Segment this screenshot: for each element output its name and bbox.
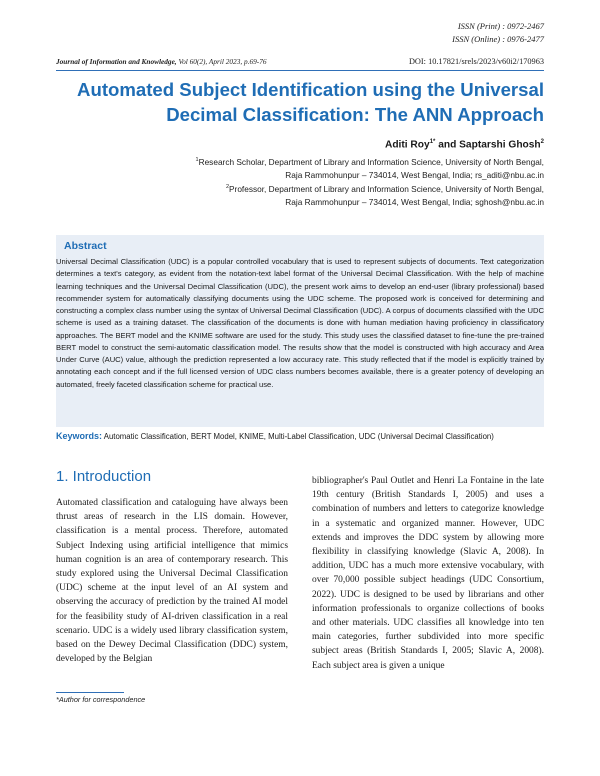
- author-conjunction: and: [435, 139, 460, 151]
- section-heading-introduction: 1. Introduction: [56, 468, 152, 485]
- body-column-right: bibliographer's Paul Outlet and Henri La Fontaine in the late 19th century (British Standards I, 2005) and uses a combination of numbers and letters to categorize knowledge in a systematic and organized manner. However, UDC extends and improves the DDC system by allowing more flexibility in classifying knowledge (Slavic A, 2008). In addition, UDC has a much more extensive vocabulary, with over 70,000 possible subject headings (UDC Consortium, 2022). UDC is designed to be used by librarians and other information professionals to organize collections of books and other materials. UDC classifies all knowledge into ten main categories, further subdivided into more specific subject areas (British Standards I, 2005; Slavic A, 2008). Each subject area is given a unique: [312, 476, 544, 671]
- author-2-mark: 2: [540, 139, 544, 145]
- author-1-mark: 1*: [429, 139, 436, 145]
- affiliation-2-line-1: [226, 181, 544, 196]
- author-2: Saptarshi Ghosh: [459, 139, 541, 151]
- abstract-text: Universal Decimal Classification (UDC) is a popular controlled vocabulary that is used to represent subjects of documents. Text categorization determines a text's category, as evident from the notation-text label format of the Universal Decimal Classification. With the help of machine learning techniques and the Universal Decimal Classification (UDC), the present work aims to develop an end-user (library professional) based recommender system for automatically classifying documents using the UDC scheme. The proposed work is conceived for determining and constructing a complex class number using the syntax of Universal Decimal Classification (UDC). A corpus of documents classified with the UDC scheme is used as a training dataset. The classification of the documents is done with human mediation having proficiency in classificatory approaches. The BERT model and the KNIME software are used for the study. This study uses the classified dataset to fine-tune the pre-trained BERT model to construct the semi-automatic classification model. The results show that the model is constructed with high accuracy and Area Under Curve (AUC) value, although the prediction represented a low accuracy rate. This study reflected that if the model is explicitly trained by annotating each concept and if the full licensed version of UDC class numbers becomes available, there is a greater potency of developing an automated, freely faceted classification scheme for practical use.: [56, 257, 544, 389]
- journal-issue: Vol 60(2), April 2023, p.69-76: [176, 57, 267, 66]
- doi[interactable]: DOI: 10.17821/srels/2023/v60i2/170963: [408, 57, 544, 66]
- issn-online: ISSN (Online) : 0976-2477: [452, 34, 544, 44]
- affiliation-1-line-1: [196, 154, 544, 169]
- keywords-label: Keywords:: [56, 431, 103, 441]
- abstract-heading: Abstract: [64, 240, 107, 252]
- affiliation-1-mark: 1: [195, 157, 199, 163]
- affiliation-2-text: Professor, Department of Library and Information Science, University of North Bengal,: [229, 183, 544, 194]
- affiliation-2: [226, 181, 544, 210]
- affiliation-2-line-2: Raja Rammohunpur – 734014, West Bengal, India; sghosh@nbu.ac.in: [285, 197, 544, 208]
- affiliation-1: [196, 154, 544, 183]
- journal-citation: [56, 57, 267, 66]
- keywords: [56, 430, 544, 443]
- affiliation-2-mark: 2: [225, 184, 230, 190]
- affiliation-1-line-2: Raja Rammohunpur – 734014, West Bengal, India; rs_aditi@nbu.ac.in: [285, 170, 544, 181]
- author-1: Aditi Roy: [384, 139, 430, 151]
- keywords-text: Automatic Classification, BERT Model, KNIME, Multi-Label Classification, UDC (Universal Decimal Classification): [102, 432, 494, 441]
- header-divider: [56, 70, 544, 71]
- affiliation-1-text: Research Scholar, Department of Library and Information Science, University of North Bengal,: [198, 156, 544, 167]
- footnote-correspondence: *Author for correspondence: [56, 695, 146, 704]
- paper-title-line-2: Decimal Classification: The ANN Approach: [166, 104, 544, 125]
- author-list: [385, 139, 544, 150]
- journal-name: Journal of Information and Knowledge,: [56, 57, 177, 66]
- issn-print: ISSN (Print) : 0972-2467: [457, 21, 544, 31]
- footnote-divider: [56, 692, 124, 693]
- paper-title-line-1: Automated Subject Identification using the Universal: [77, 79, 544, 100]
- body-column-left: Automated classification and cataloguing have always been thrust areas of research in the LIS domain. However, classification is a mental process. Therefore, automated Subject Indexing using artificial intelligence that mimics human cognition is an area of contemporary research. This study explored using the Universal Decimal Classification (UDC) scheme at the input level of an AI system and observing the accuracy of prediction by the trained AI model for the feasibility study of AI-driven classification in a real scenario. UDC is a widely used library classification system, based on the Dewey Decimal Classification (DDC) system, developed by the Belgian: [56, 498, 288, 665]
